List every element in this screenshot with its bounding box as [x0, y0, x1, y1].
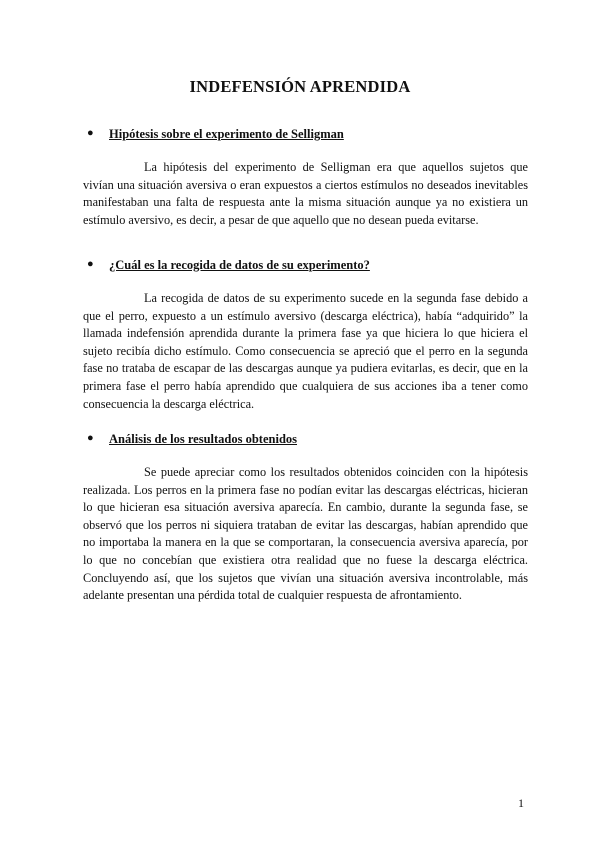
section-heading [83, 258, 528, 273]
section-heading [83, 432, 528, 447]
section-hypothesis [83, 127, 528, 229]
page-number: 1 [518, 796, 524, 810]
section-results-analysis [83, 432, 528, 605]
section-heading [83, 127, 528, 142]
bullet-icon: ● [87, 432, 94, 444]
bullet-icon: ● [87, 258, 94, 270]
section-paragraph: La hipótesis del experimento de Selligman era que aquellos sujetos que vivían una situación aversiva o eran expuestos a ciertos estímulos no deseados inevitables manifestaban una falta de respuesta ante la misma situación aunque ya no existiera un estímulo aversivo, es decir, a pesar de que aquello que no desean pueda evitarse. [83, 160, 528, 227]
document-title: INDEFENSIÓN APRENDIDA [189, 77, 411, 96]
section-heading-text: Hipótesis sobre el experimento de Selligman [109, 127, 344, 141]
section-heading-text: ¿Cuál es la recogida de datos de su experimento? [109, 258, 370, 272]
section-data-collection [83, 258, 528, 413]
section-heading-text: Análisis de los resultados obtenidos [109, 432, 298, 446]
bullet-icon: ● [87, 127, 94, 139]
section-paragraph: La recogida de datos de su experimento sucede en la segunda fase debido a que el perro, expuesto a un estímulo aversivo (descarga eléctrica), había “adquirido” la llamada indefensión aprendida durante la primera fase ya que hiciera lo que hiciera el sujeto recibía dicho estímulo. Como consecuencia se apreció que el perro en la segunda fase no trataba de escapar de las descargas aunque ya pudiera evitarlas, es decir, que en la primera fase el perro había aprendido que cualquiera de sus acciones iba a tener como consecuencia la descarga eléctrica. [83, 291, 528, 411]
section-paragraph: Se puede apreciar como los resultados obtenidos coinciden con la hipótesis realizada. Los perros en la primera fase no podían evitar las descargas eléctricas, hicieran lo que hicieran esa situación aversiva aparecía. En cambio, durante la segunda fase, se observó que los perros ni siquiera trataban de evitar las descargas, habían aprendido que no importaba la manera en la que se comportaran, la consecuencia aversiva aparecía, por lo que no concebían que existiera otra realidad que no fuese la descarga eléctrica. Concluyendo así, que los sujetos que vivían una situación aversiva incontrolable, más adelante presentan una pérdida total de cualquier respuesta de afrontamiento. [83, 465, 528, 603]
